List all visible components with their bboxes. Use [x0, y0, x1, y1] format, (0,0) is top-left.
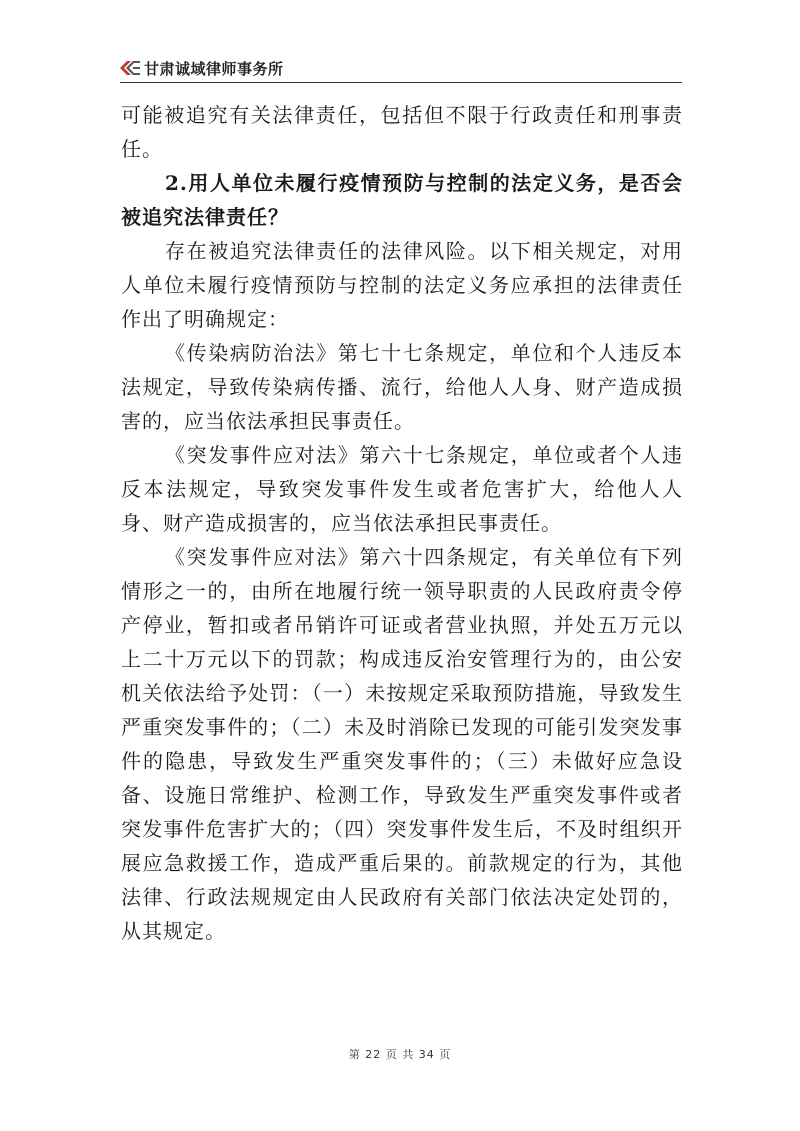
page-header: [120, 52, 682, 84]
document-body: [121, 98, 683, 948]
firm-name: 甘肃诚域律师事务所: [144, 60, 284, 78]
paragraph-law-3: 《突发事件应对法》第六十四条规定，有关单位有下列情形之一的，由所在地履行统一领导职责的人民政府责令停产停业，暂扣或者吊销许可证或者营业执照，并处五万元以上二十万元以下的罚款；构成违反治安管理行为的，由公安机关依法给予处罚：（一）未按规定采取预防措施，导致发生严重突发事件的；（二）未及时消除已发现的可能引发突发事件的隐患，导致发生严重突发事件的；（三）未做好应急设备、设施日常维护、检测工作，导致发生严重突发事件或者突发事件危害扩大的；（四）突发事件发生后，不及时组织开展应急救援工作，造成严重后果的。前款规定的行为，其他法律、行政法规规定由人民政府有关部门依法决定处罚的，从其规定。: [121, 545, 683, 943]
paragraph-continuation: 可能被追究有关法律责任，包括但不限于行政责任和刑事责任。: [121, 103, 683, 161]
paragraph-answer: 存在被追究法律责任的法律风险。以下相关规定，对用人单位未履行疫情预防与控制的法定义务应承担的法律责任作出了明确规定：: [121, 239, 683, 331]
paragraph-law-1: 《传染病防治法》第七十七条规定，单位和个人违反本法规定，导致传染病传播、流行，给他人人身、财产造成损害的，应当依法承担民事责任。: [121, 341, 683, 433]
paragraph-law-2: 《突发事件应对法》第六十七条规定，单位或者个人违反本法规定，导致突发事件发生或者危害扩大，给他人人身、财产造成损害的，应当依法承担民事责任。: [121, 443, 683, 535]
page-number: 第 22 页 共 34 页: [348, 1048, 452, 1061]
firm-logo-icon: [120, 60, 140, 76]
header-rule: [120, 82, 682, 83]
section-heading: 2.用人单位未履行疫情预防与控制的法定义务，是否会被追究法律责任？: [121, 171, 683, 229]
